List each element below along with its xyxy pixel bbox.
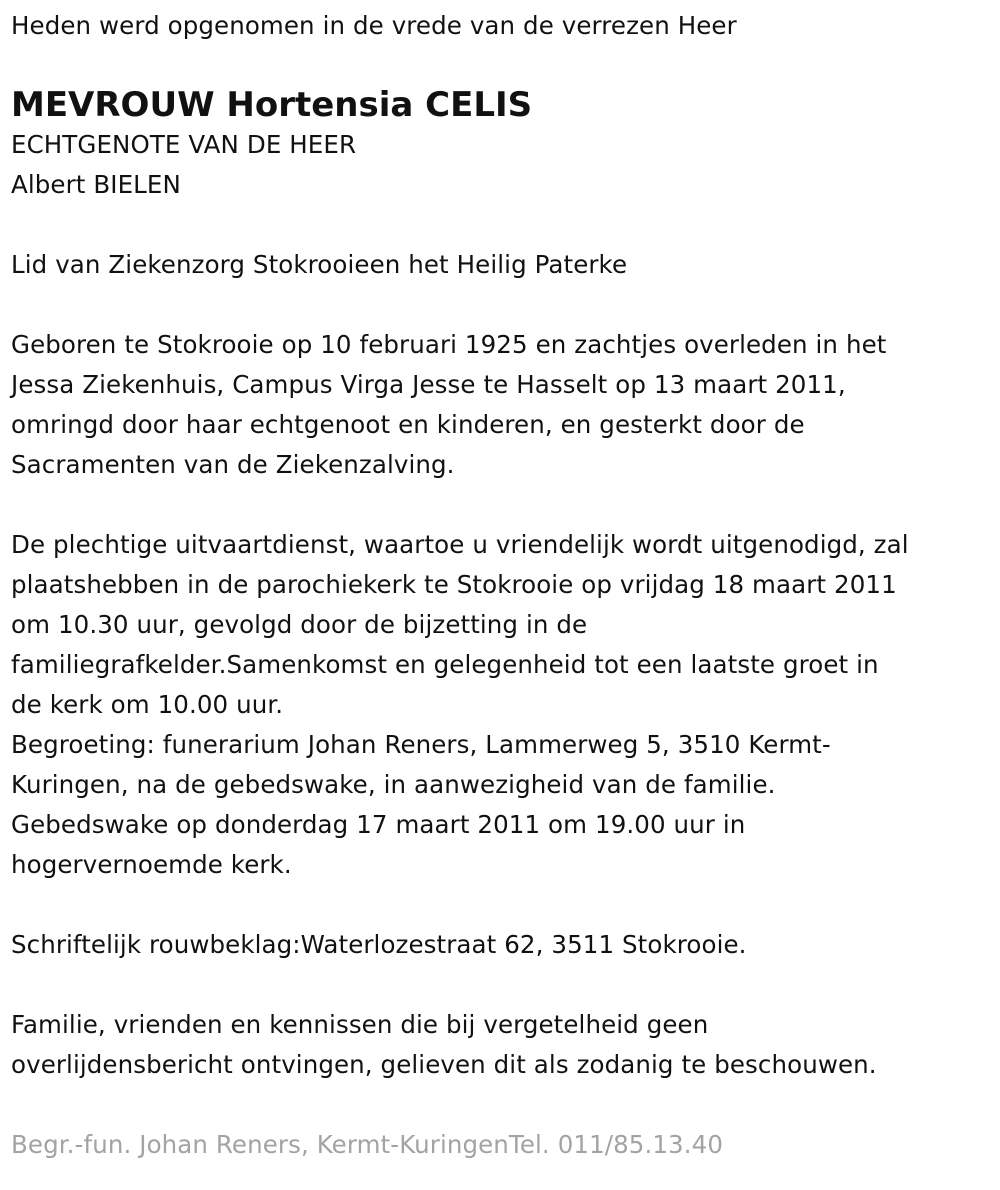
- paragraph-line: Jessa Ziekenhuis, Campus Virga Jesse te Hasselt op 13 maart 2011,: [11, 370, 846, 399]
- spacer: [11, 205, 986, 245]
- paragraph-line: Familie, vrienden en kennissen die bij vergetelheid geen: [11, 1010, 709, 1039]
- membership-text: Lid van Ziekenzorg Stokrooieen het Heilig Paterke: [11, 250, 628, 279]
- paragraph-line: om 10.30 uur, gevolgd door de bijzetting in de: [11, 610, 588, 639]
- paragraph-line: De plechtige uitvaartdienst, waartoe u vriendelijk wordt uitgenodigd, zal: [11, 530, 909, 559]
- paragraph-line: Kuringen, na de gebedswake, in aanwezigheid van de familie.: [11, 770, 776, 799]
- paragraph-line: plaatshebben in de parochiekerk te Stokrooie op vrijdag 18 maart 2011: [11, 570, 897, 599]
- deceased-name: MEVROUW Hortensia CELIS: [11, 85, 533, 125]
- obituary-notice: [11, 6, 986, 1165]
- paragraph-line: familiegrafkelder.Samenkomst en gelegenheid tot een laatste groet in: [11, 650, 879, 679]
- paragraph-line: Begroeting: funerarium Johan Reners, Lammerweg 5, 3510 Kermt-: [11, 730, 831, 759]
- paragraph-line: overlijdensbericht ontvingen, gelieven dit als zodanig te beschouwen.: [11, 1050, 877, 1079]
- spacer: [11, 965, 986, 1005]
- intro-text: Heden werd opgenomen in de vrede van de verrezen Heer: [11, 11, 737, 40]
- paragraph-line: omringd door haar echtgenoot en kinderen, en gesterkt door de: [11, 410, 805, 439]
- paragraph-line: hogervernoemde kerk.: [11, 850, 292, 879]
- spacer: [11, 285, 986, 325]
- condolences-address: Schriftelijk rouwbeklag:Waterlozestraat 62, 3511 Stokrooie.: [11, 930, 747, 959]
- paragraph-line: de kerk om 10.00 uur.: [11, 690, 284, 719]
- notice-paragraph: [11, 1005, 986, 1085]
- spacer: [11, 485, 986, 525]
- paragraph-line: Sacramenten van de Ziekenzalving.: [11, 450, 455, 479]
- spouse-label: ECHTGENOTE VAN DE HEER: [11, 130, 357, 159]
- spacer: [11, 1085, 986, 1125]
- paragraph-line: Gebedswake op donderdag 17 maart 2011 om 19.00 uur in: [11, 810, 746, 839]
- spacer: [11, 885, 986, 925]
- birth-death-paragraph: [11, 325, 986, 485]
- paragraph-line: Geboren te Stokrooie op 10 februari 1925 en zachtjes overleden in het: [11, 330, 887, 359]
- funeral-home-footer: Begr.-fun. Johan Reners, Kermt-KuringenTel. 011/85.13.40: [11, 1130, 724, 1159]
- spouse-name: Albert BIELEN: [11, 170, 181, 199]
- funeral-paragraph: [11, 525, 986, 885]
